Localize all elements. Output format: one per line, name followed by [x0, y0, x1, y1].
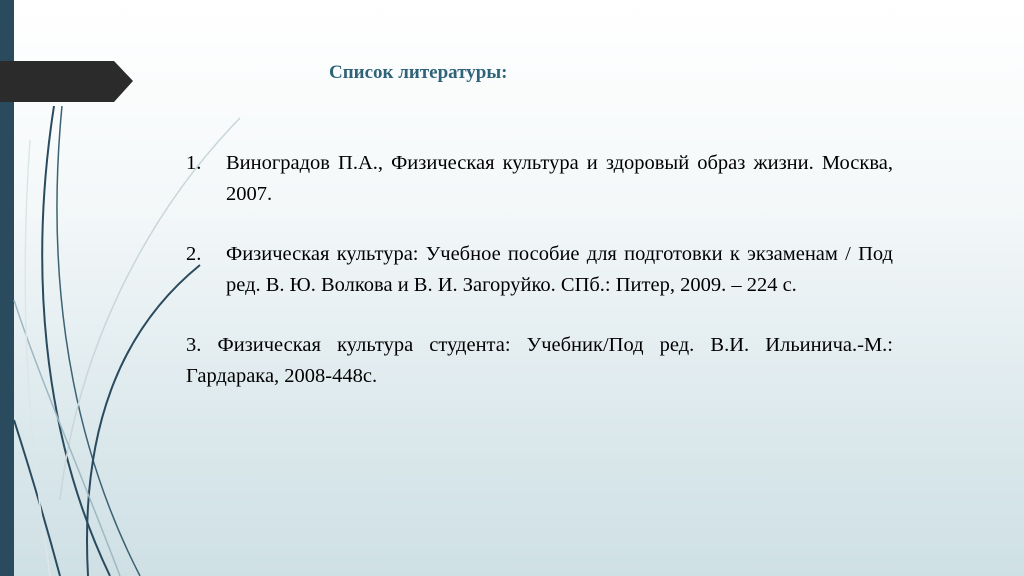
decor-curve-7 — [25, 140, 50, 576]
references-list — [186, 148, 893, 391]
reference-text: Виноградов П.А., Физическая культура и здоровый образ жизни. Москва, 2007. — [226, 152, 893, 205]
decor-curve-4 — [87, 265, 200, 576]
reference-item — [186, 148, 893, 209]
reference-item — [186, 239, 893, 300]
reference-number: 2. — [186, 243, 202, 265]
arrow-tab-shape — [0, 61, 133, 102]
reference-number: 1. — [186, 152, 202, 174]
decor-curve-1 — [42, 106, 110, 576]
reference-item-3: 3. Физическая культура студента: Учебник/Под ред. В.И. Ильинича.-М.: Гардарака, 2008-448с. — [186, 334, 893, 387]
slide-title: Список литературы: — [329, 62, 508, 83]
reference-text: Физическая культура: Учебное пособие для подготовки к экзаменам / Под ред. В. Ю. Волкова и В. И. Загоруйко. СПб.: Питер, 2009. – 224 с. — [226, 243, 893, 296]
decor-curve-6 — [14, 420, 60, 576]
